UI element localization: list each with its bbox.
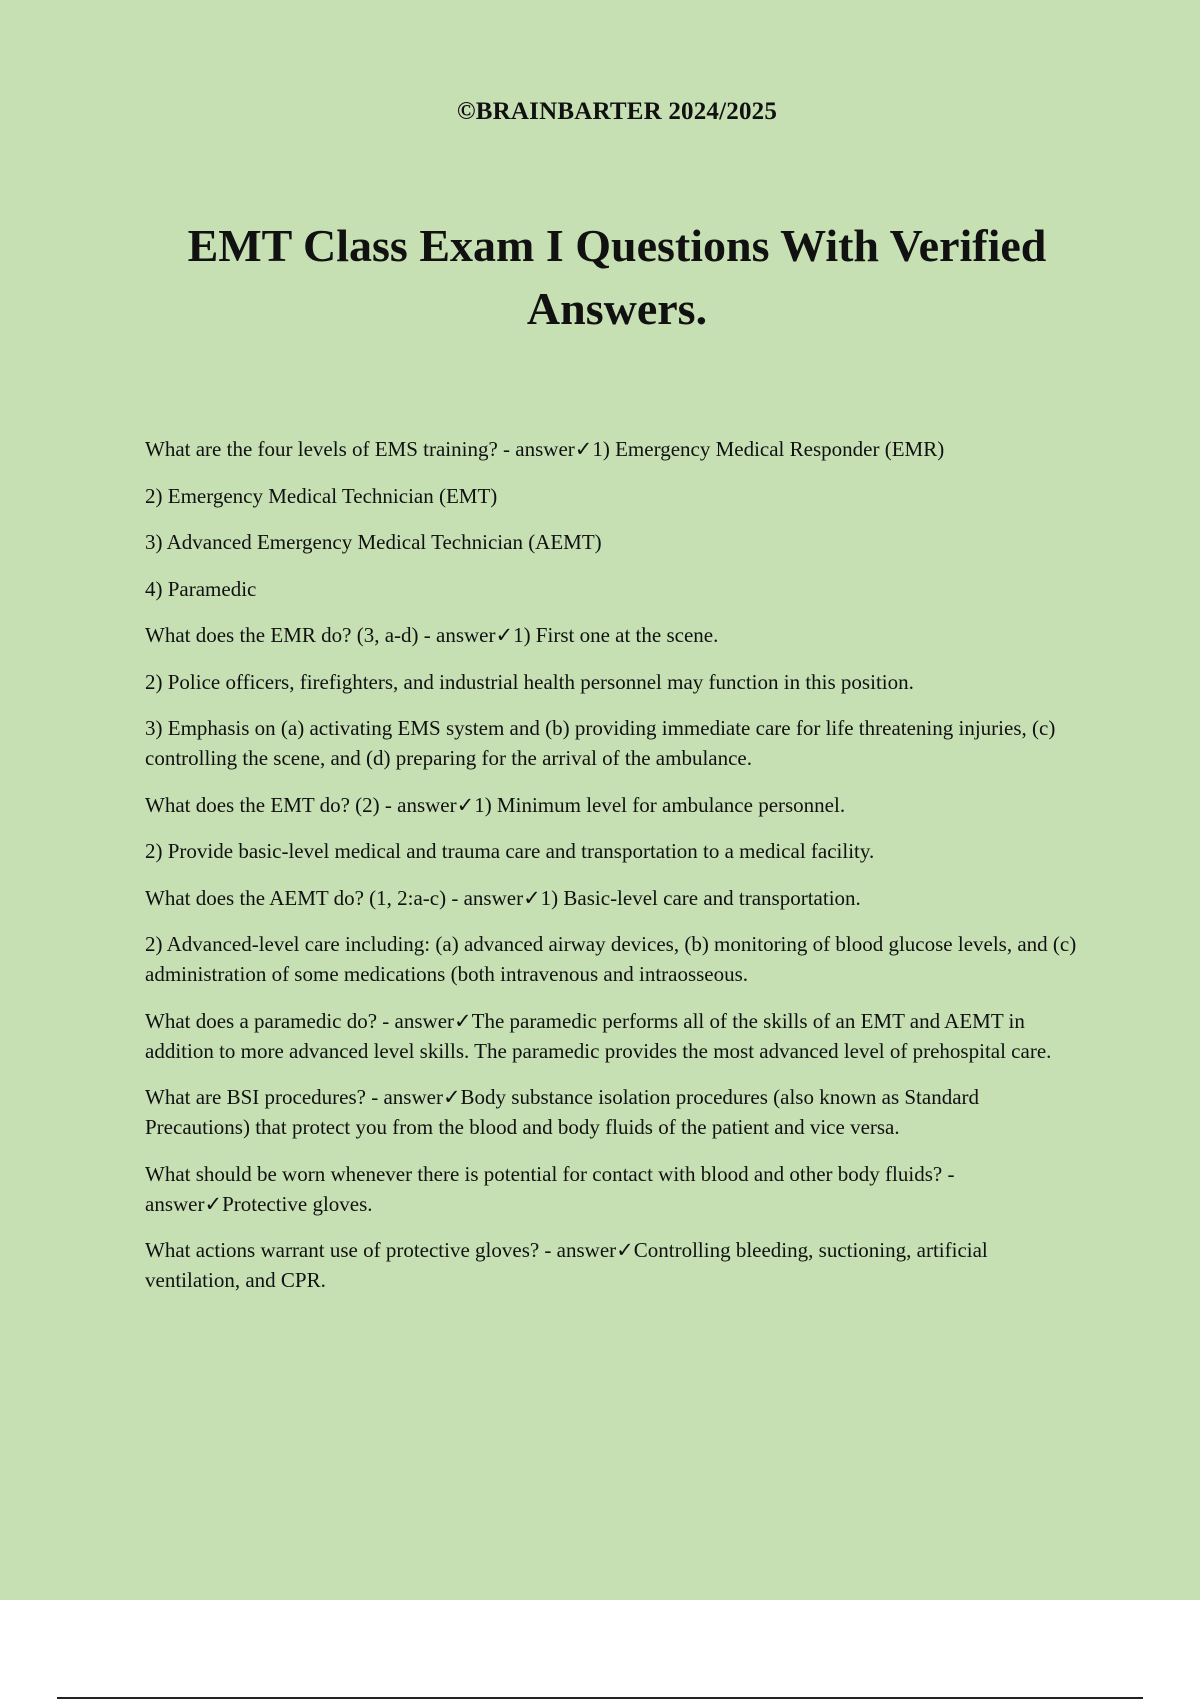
paragraph: 3) Advanced Emergency Medical Technician (AEMT)	[145, 530, 602, 554]
paragraph: What does the AEMT do? (1, 2:a-c) - answer✓1) Basic-level care and transportation.	[145, 885, 861, 910]
paragraph: 4) Paramedic	[145, 576, 257, 601]
paragraph: 2) Advanced-level care including: (a) advanced airway devices, (b) monitoring of blood glucose levels, and (c) administration of some medications (both intravenous and intraosseous.	[145, 932, 1077, 986]
paragraph: What actions warrant use of protective gloves? - answer✓Controlling bleeding, suctioning, artificial ventilation, and CPR.	[145, 1238, 988, 1292]
paragraph: 3) Emphasis on (a) activating EMS system and (b) providing immediate care for life threatening injuries, (c) controlling the scene, and (d) preparing for the arrival of the ambulance.	[145, 716, 1056, 770]
paragraph: 2) Police officers, firefighters, and industrial health personnel may function in this position.	[145, 669, 914, 694]
footer-divider	[57, 1697, 1143, 1699]
paragraph: What are the four levels of EMS training? - answer✓1) Emergency Medical Responder (EMR)	[145, 437, 945, 461]
paragraph: What does the EMR do? (3, a-d) - answer✓1) First one at the scene.	[145, 623, 719, 647]
document-body	[145, 434, 1085, 1312]
document-title: EMT Class Exam I Questions With Verified Answers.	[187, 220, 1047, 334]
paragraph: What does a paramedic do? - answer✓The paramedic performs all of the skills of an EMT and AEMT in addition to more advanced level skills. The paramedic provides the most advanced level of prehospital care.	[145, 1008, 1052, 1063]
paragraph: 2) Emergency Medical Technician (EMT)	[145, 483, 498, 508]
paragraph: What does the EMT do? (2) - answer✓1) Minimum level for ambulance personnel.	[145, 792, 846, 817]
paragraph: 2) Provide basic-level medical and trauma care and transportation to a medical facility.	[145, 839, 875, 863]
copyright-header: ©BRAINBARTER 2024/2025	[456, 98, 778, 125]
paragraph: What are BSI procedures? - answer✓Body substance isolation procedures (also known as Standard Precautions) that protect you from the blood and body fluids of the patient and vice versa.	[145, 1085, 980, 1139]
paragraph: What should be worn whenever there is potential for contact with blood and other body fluids? - answer✓Protective gloves.	[145, 1161, 955, 1216]
